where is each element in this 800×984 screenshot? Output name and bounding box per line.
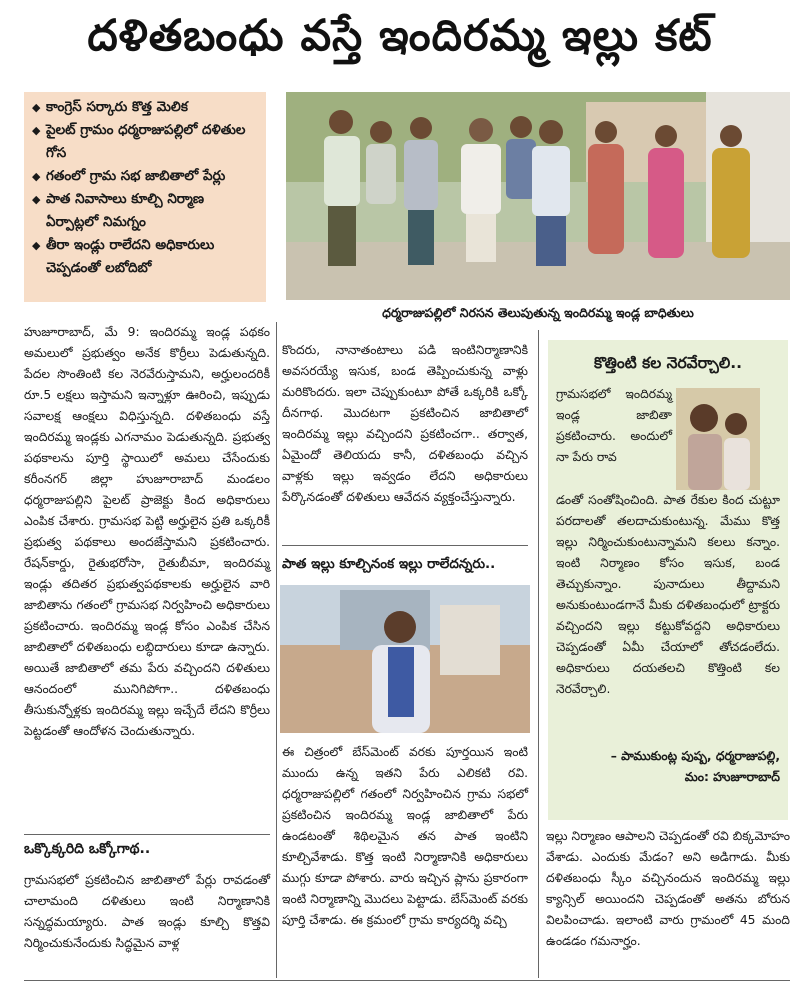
- column-divider: [538, 330, 539, 978]
- article-body-col2: కొందరు, నానాతంటాలు పడి ఇంటినిర్మాణానికి అవసరయ్యే ఇసుక, బండ తెప్పించుకున్న వాళ్లు మరికొందరు. ఇలా చెప్పుకుంటూ పోతే ఒక్కరికి ఒక్కో దీనగాథ. మొదటగా ప్రకటించిన జాబితాలో ఇందిరమ్మ ఇల్లు వచ్చిందని ప్రకటించగా.. తర్వాత, ఏమైందో తెలియదు కానీ, దళితబంధు వచ్చిన వాళ్లకు ఇల్లు ఇవ్వడం లేదని అధికారులు పేర్కొనడంతో దళితులు ఆవేదన వ్యక్తంచేస్తున్నారు.: [282, 343, 528, 504]
- column-divider: [276, 322, 277, 978]
- article-body-col1: హుజూరాబాద్, మే 9: ఇందిరమ్మ ఇండ్ల పథకం అమలులో ప్రభుత్వం అనేక కొర్రీలు పెడుతున్నది. పేదల సొంతింటి కల నెరవేరుస్తామని, అర్హులందరికీ రూ.5 లక్షలు ఇస్తామని ఇన్నాళ్లూ ఊరించి, ఇప్పుడు సవాలక్ష ఆంక్షలు విధిస్తున్నది. దళితబంధు వస్తే ఇందిరమ్మ ఇండ్లకు ఎగనామం పెడుతున్నది. ప్రభుత్వ పథకాలను పూర్తి స్థాయిలో అమలు చేసేందుకు కరీంనగర్ జిల్లా హుజూరాబాద్ మండలం ధర్మరాజుపల్లిని పైలట్ ప్రాజెక్టు కింద అధికారులు ఎంపిక చేశారు. గ్రామసభ పెట్టి అర్హులైన ప్రతి ఒక్కరికీ ప్రభుత్వ పథకాలు అందజేస్తామని ప్రకటించారు. రేషన్‌కార్డు, రైతుభరోసా, రైతుబీమా, ఇందిరమ్మ ఇండ్లు తదితర ప్రభుత్వపథకాలకు అర్హులైన వారి జాబితాను గతంలో గ్రామసభ నిర్వహించి అధికారులు ప్రకటించారు. ఇందిరమ్మ ఇండ్ల కోసం ఎంపిక చేసిన జాబితాలో దళితబంధు లబ్ధిదారులు కూడా ఉన్నారు. అయితే జాబితాలో తమ పేరు వచ్చిందని దళితులు ఆనందంలో మునిగిపోగా.. దళితబంధు తీసుకున్నోళ్లకు ఇందిరమ్మ ఇల్లు ఇచ్చేదే లేదని కొర్రీలు పెట్టడంతో ఆందోళన చెందుతున్నారు.: [24, 325, 270, 738]
- highlight-item: ◆ గతంలో గ్రామ సభ జాబితాలో పేర్లు: [32, 165, 260, 188]
- bottom-rule: [24, 980, 790, 981]
- protest-group-photo: [286, 92, 790, 300]
- testimonial-intro: గ్రామసభలో ఇందిరమ్మ ఇండ్ల జాబితా ప్రకటించారు. అందులో నా పేరు రావ: [556, 387, 672, 464]
- article-body-col3-b: ఇల్లు నిర్మాణం ఆపాలని చెప్పడంతో రవి బిక్కమోహం వేశాడు. ఎందుకు మేడం? అని అడిగాడు. మీకు దళితబంధు స్కీం వచ్చినందున ఇందిరమ్మ ఇల్లు క్యాన్సిల్ అయిందని చెప్పడంతో అతను బోరున విలపించాడు. ఇలాంటి వారు గ్రామంలో 45 మంది ఉండడం గమనార్హం.: [546, 829, 790, 948]
- headline: దళితబంధు వస్తే ఇందిరమ్మ ఇల్లు కట్: [87, 11, 713, 61]
- highlight-item: ◆ తీరా ఇండ్లు రాలేదని అధికారులు చెప్పడంతో లబోదిబో: [32, 234, 260, 280]
- bullet-icon: ◆: [32, 170, 41, 183]
- bullet-icon: ◆: [32, 193, 41, 206]
- testimonial-signature: [556, 746, 780, 802]
- testimonial-body: డంతో సంతోషించింది. పాత రేకుల కింద చుట్టూ పరదాలతో తలదాచుకుంటున్న. మేము కొత్త ఇల్లు నిర్మించుకుంటున్నామని కలలు కన్నాం. ఇంటి నిర్మాణం కోసం ఇసుక, బండ తెచ్చుకున్నాం. పునాదులు తీద్దామని అనుకుంటుండగానే మీకు దళితబంధులో ట్రాక్టరు వచ్చిందని ఇల్లు కట్టుకోవద్దని అధికారులు చెప్పడంతో ఏమీ చేయాలో తోచడంలేదు. అధికారులు దయతలచి కొత్తింటి కల నెరవేర్చాలి.: [556, 493, 780, 696]
- section-rule: [282, 545, 528, 546]
- highlights-box: [24, 92, 266, 302]
- signature-name: – పాముకుంట్ల పుష్ప, ధర్మరాజుపల్లి,: [610, 749, 780, 763]
- man-photo: [280, 585, 530, 733]
- bullet-icon: ◆: [32, 124, 41, 137]
- highlight-item: ◆ కాంగ్రెస్ సర్కారు కొత్త మెలిక: [32, 96, 260, 119]
- bullet-icon: ◆: [32, 239, 41, 252]
- article-body-col2-b: ఈ చిత్రంలో బేస్‌మెంట్ వరకు పూర్తయిన ఇంటి ముందు ఉన్న ఇతని పేరు ఎలికటి రవి. ధర్మరాజుపల్లిలో గతంలో నిర్వహించిన గ్రామ సభలో ప్రకటించిన ఇందిరమ్మ ఇండ్ల జాబితాలో పేరు ఉండటంతో శిథిలమైన తన పాత ఇంటిని కూల్చివేశాడు. కొత్త ఇంటి నిర్మాణానికి అధికారులు ముగ్గు కూడా పోశారు. వారు ఇచ్చిన ప్లాను ప్రకారంగా ఇంటి నిర్మాణాన్ని మొదలు పెట్టాడు. బేస్‌మెంట్ వరకు పూర్తి చేశాడు. ఈ క్రమంలో గ్రామ కార్యదర్శి వచ్చి: [282, 745, 528, 927]
- section-rule: [24, 834, 270, 835]
- bullet-icon: ◆: [32, 101, 41, 114]
- subheading: పాత ఇల్లు కూల్చినంక ఇల్లు రాలేదన్నరు..: [282, 556, 496, 572]
- highlight-item: ◆ పైలట్ గ్రామం ధర్మరాజుపల్లిలో దళితుల గోస: [32, 119, 260, 165]
- signature-place: మం: హుజూరాబాద్: [684, 770, 780, 784]
- subheading: ఒక్కొక్కరిది ఒక్కోగాథ..: [24, 841, 151, 857]
- testimonial-title: కొత్తింటి కల నెరవేర్చాలి..: [594, 354, 742, 372]
- photo-caption: ధర్మరాజుపల్లిలో నిరసన తెలుపుతున్న ఇందిరమ్మ ఇండ్ల బాధితులు: [382, 305, 694, 320]
- children-photo: [676, 388, 760, 490]
- article-body-col1-b: గ్రామసభలో ప్రకటించిన జాబితాలో పేర్లు రావడంతో చాలామంది దళితులు ఇంటి నిర్మాణానికి సన్నద్ధమయ్యారు. పాత ఇండ్లు కూల్చి కొత్తవి నిర్మించుకునేందుకు సిద్ధమైన వాళ్ల: [24, 873, 270, 950]
- highlight-item: ◆ పాత నివాసాలు కూల్చి నిర్మాణ ఏర్పాట్లలో నిమగ్నం: [32, 188, 260, 234]
